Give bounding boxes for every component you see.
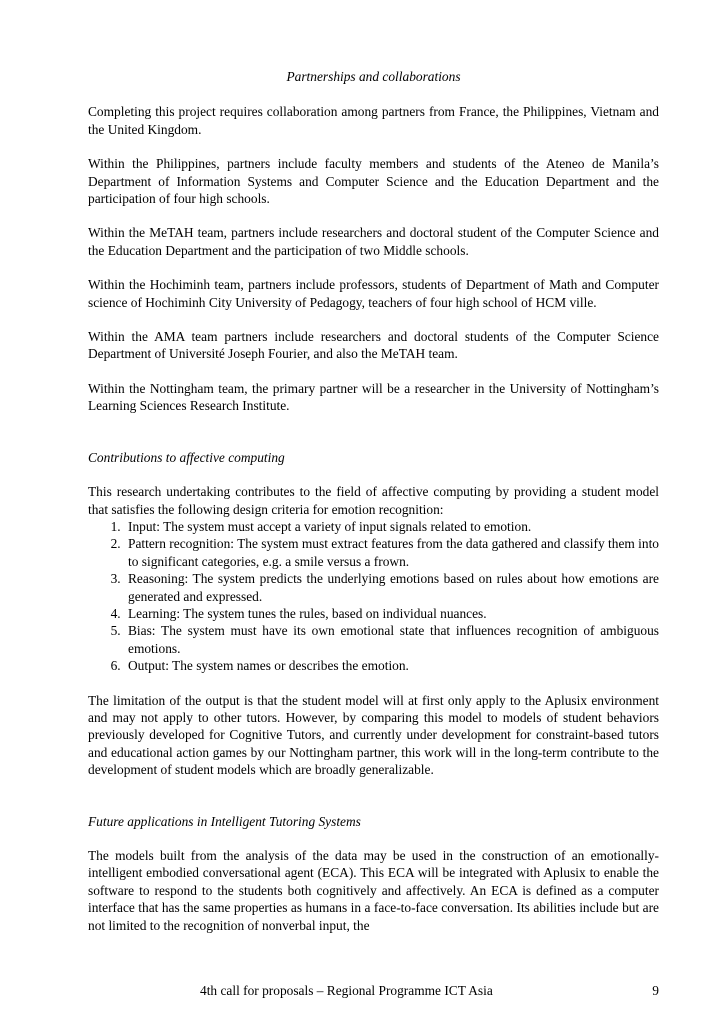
- paragraph: Within the MeTAH team, partners include researchers and doctoral student of the Computer Science and the Education Department and the participation of two Middle schools.: [88, 225, 659, 258]
- page-number: 9: [652, 983, 659, 998]
- page-footer: [88, 982, 659, 1000]
- paragraph: The limitation of the output is that the student model will at first only apply to the Aplusix environment and may not apply to other tutors. However, by comparing this model to models of student behaviors previously developed for Cognitive Tutors, and currently under development for constraint-based tutors and educational action games by our Nottingham partner, this work will in the long-term contribute to the development of student models which are broadly generalizable.: [88, 692, 659, 778]
- paragraph: Completing this project requires collaboration among partners from France, the Philippines, Vietnam and the United Kingdom.: [88, 104, 659, 137]
- list-item: 3. Reasoning: The system predicts the underlying emotions based on rules about how emotions are generated and expressed.: [124, 570, 659, 605]
- footer-text: 4th call for proposals – Regional Programme ICT Asia: [200, 983, 493, 998]
- paragraph: This research undertaking contributes to the field of affective computing by providing a student model that satisfies the following design criteria for emotion recognition:: [88, 484, 659, 517]
- paragraph: The models built from the analysis of the data may be used in the construction of an emotionally-intelligent embodied conversational agent (ECA). This ECA will be integrated with Aplusix to enable the software to respond to the students both cognitively and affectively. An ECA is defined as a computer interface that has the same properties as humans in a face-to-face conversation. Its abilities include but are not limited to the recognition of nonverbal input, the: [88, 848, 659, 933]
- list-item: 2. Pattern recognition: The system must extract features from the data gathered and classify them into to significant categories, e.g. a smile versus a frown.: [124, 535, 659, 570]
- spacer: [88, 796, 659, 813]
- page-body: [88, 68, 659, 951]
- paragraph: Within the Nottingham team, the primary partner will be a researcher in the University of Nottingham’s Learning Sciences Research Institute.: [88, 380, 659, 414]
- section-heading-future: Future applications in Intelligent Tutoring Systems: [88, 813, 361, 829]
- spacer: [88, 432, 659, 449]
- list-item: 4. Learning: The system tunes the rules, based on individual nuances.: [124, 605, 659, 622]
- paragraph: Within the Philippines, partners include faculty members and students of the Ateneo de Manila’s Department of Information Systems and Computer Science and the Education Department and the participation of four high schools.: [88, 156, 659, 207]
- section-title-partnerships: Partnerships and collaborations: [286, 69, 461, 84]
- list-item: 5. Bias: The system must have its own emotional state that influences recognition of ambiguous emotions.: [124, 622, 659, 657]
- list-item: 6. Output: The system names or describes the emotion.: [124, 657, 659, 674]
- paragraph: Within the AMA team partners include researchers and doctoral students of the Computer Science Department of Université Joseph Fourier, and also the MeTAH team.: [88, 329, 659, 362]
- paragraph: Within the Hochiminh team, partners include professors, students of Department of Math and Computer science of Hochiminh City University of Pedagogy, teachers of four high school of HCM ville.: [88, 277, 659, 310]
- list-item: 1. Input: The system must accept a variety of input signals related to emotion.: [124, 518, 659, 535]
- section-heading-affective: Contributions to affective computing: [88, 449, 285, 465]
- criteria-list: [88, 518, 659, 675]
